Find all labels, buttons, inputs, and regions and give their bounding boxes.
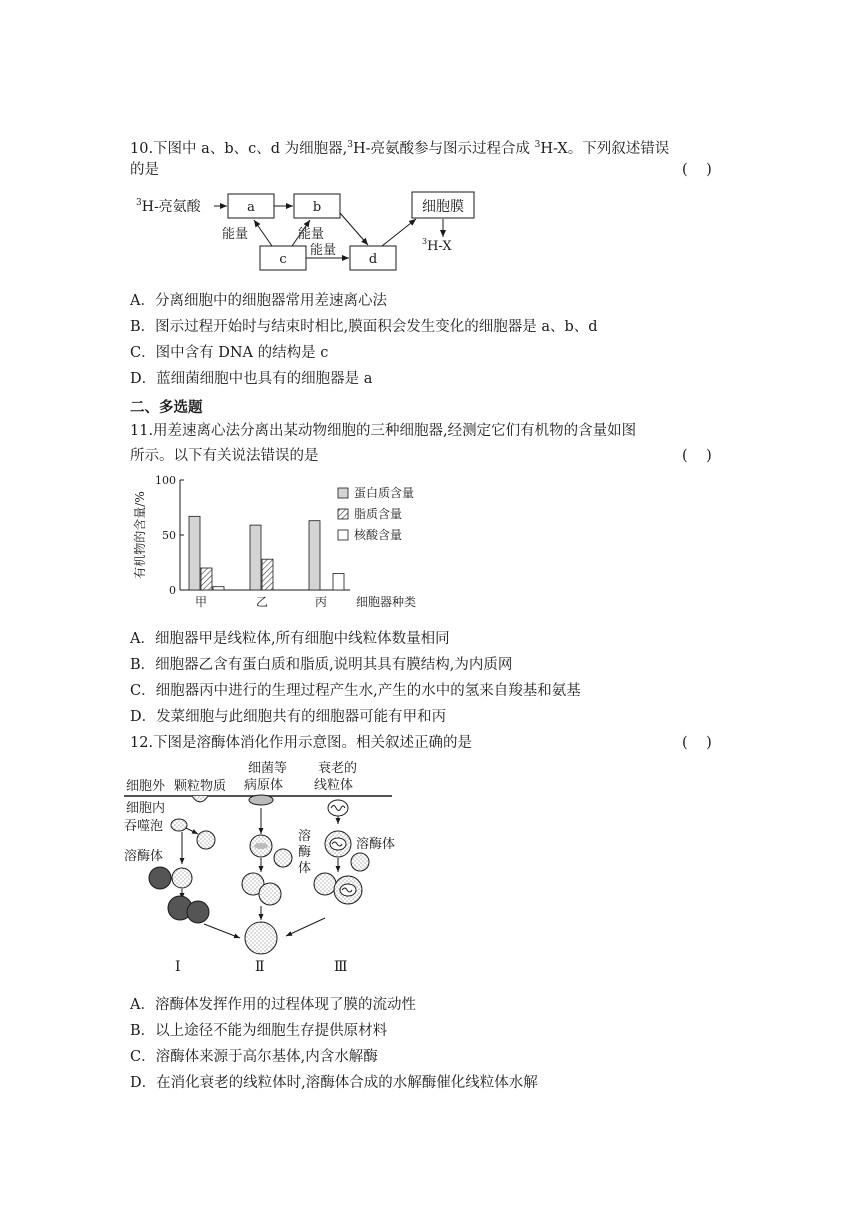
chart-y-tick-label: 0: [169, 584, 176, 597]
q11-stem-line1: 11.用差速离心法分离出某动物细胞的三种细胞器,经测定它们有机物的含量如图: [130, 423, 637, 439]
q12-label-III: Ⅲ: [334, 959, 348, 975]
q12-residual-body: [245, 922, 277, 954]
q12-lysosome-label-left: 溶酶体: [124, 849, 164, 864]
q12-fused-vesicle-I-b: [187, 901, 209, 923]
q12-option-d: D．在消化衰老的线粒体时,溶酶体合成的水解酶催化线粒体水解: [130, 1075, 538, 1091]
q12-phagosome: [171, 819, 187, 831]
chart-category-label: 乙: [255, 595, 269, 609]
q12-outside-label: 细胞外: [126, 779, 166, 794]
q10-product-label: $^3$H-X: [422, 237, 452, 254]
q12-answer-paren: ( ): [682, 735, 712, 751]
q10-option-d: D．蓝细菌细胞中也具有的细胞器是 a: [130, 371, 373, 387]
q11-option-b: B．细胞器乙含有蛋白质和脂质,说明其具有膜结构,为内质网: [130, 657, 513, 673]
q12-lysosome-vertical-3: 体: [298, 861, 312, 876]
q12-fused-III-a: [314, 873, 336, 895]
q12-stem: 12.下图是溶酶体消化作用示意图。相关叙述正确的是: [130, 735, 473, 751]
q10-label-b: b: [312, 200, 322, 215]
chart-legend-swatch: [338, 530, 348, 540]
q10-source-label: $^3$H-亮氨酸: [136, 198, 201, 215]
q10-stem-line2: 的是: [130, 162, 159, 178]
chart-bar-3-3: [333, 574, 344, 591]
q12-aged-label-2: 线粒体: [314, 778, 354, 793]
q12-lysosome-III: [351, 853, 369, 871]
chart-category-label: 甲: [194, 595, 208, 609]
q12-phago-label: 吞噬泡: [124, 819, 164, 834]
q12-diagram: [120, 758, 420, 978]
chart-legend-label: 蛋白质含量: [354, 486, 415, 500]
q12-lysosome-I: [197, 831, 215, 849]
chart-category-label: 丙: [314, 595, 328, 609]
chart-bar-2-2: [262, 559, 273, 590]
chart-bar-3-1: [309, 521, 320, 590]
q12-particle-shape: [192, 796, 208, 802]
chart-legend-swatch: [338, 509, 348, 519]
q12-particle-label: 颗粒物质: [174, 779, 227, 794]
chart-legend-label: 核酸含量: [354, 528, 403, 542]
q12-bacteria-label-2: 病原体: [244, 778, 284, 793]
q11-answer-paren: ( ): [682, 448, 712, 464]
chart-x-axis-label: 细胞器种类: [356, 595, 417, 609]
q12-option-b: B．以上途径不能为细胞生存提供原材料: [130, 1023, 388, 1039]
chart-bar-2-1: [250, 525, 261, 590]
chart-y-axis-label: 有机物的含量/%: [133, 491, 147, 579]
section-title: 二、多选题: [130, 400, 203, 416]
q12-option-c: C．溶酶体来源于高尔基体,内含水解酶: [130, 1049, 378, 1065]
q12-aged-label-1: 衰老的: [318, 761, 358, 776]
q10-answer-paren: ( ): [682, 162, 712, 178]
chart-bar-1-1: [189, 516, 200, 590]
q10-label-c: c: [279, 252, 287, 267]
q10-label-a: a: [247, 200, 255, 215]
q10-option-c: C．图中含有 DNA 的结构是 c: [130, 345, 329, 361]
q12-inside-label: 细胞内: [126, 801, 166, 816]
q12-lysosome-label-right: 溶酶体: [356, 837, 396, 852]
q12-lysosome-I-2: [172, 868, 192, 888]
q12-bacteria-label-1: 细菌等: [248, 761, 288, 776]
q11-option-a: A．细胞器甲是线粒体,所有细胞中线粒体数量相同: [130, 631, 450, 647]
q10-energy-label-2: 能量: [298, 227, 325, 242]
q12-label-II: Ⅱ: [255, 959, 265, 975]
q10-energy-label-1: 能量: [222, 227, 249, 242]
q12-option-a: A．溶酶体发挥作用的过程体现了膜的流动性: [130, 997, 416, 1013]
q10-option-b: B．图示过程开始时与结束时相比,膜面积会发生变化的细胞器是 a、b、d: [130, 319, 598, 335]
q10-label-membrane: 细胞膜: [422, 199, 464, 215]
q10-energy-label-3: 能量: [310, 243, 337, 258]
q12-lysosome-II: [274, 849, 292, 867]
chart-legend-swatch: [338, 488, 348, 498]
q11-option-c: C．细胞器丙中进行的生理过程产生水,产生的水中的氢来自羧基和氨基: [130, 683, 581, 699]
q10-stem-line1: 10.下图中 a、b、c、d 为细胞器,$^3$H-亮氨酸参与图示过程合成 $^3$H-X。下列叙述错误: [130, 140, 670, 157]
q11-option-d: D．发菜细胞与此细胞共有的细胞器可能有甲和丙: [130, 709, 447, 725]
q10-diagram: [130, 186, 490, 278]
q12-dark-vesicle: [149, 867, 171, 889]
chart-y-tick-label: 50: [162, 529, 176, 542]
chart-bar-1-3: [213, 587, 224, 590]
q10-label-d: d: [368, 252, 378, 267]
q11-stem-line2: 所示。以下有关说法错误的是: [130, 448, 319, 464]
chart-y-tick-label: 100: [155, 474, 176, 487]
q11-bar-chart: [128, 472, 438, 612]
q12-lysosome-vertical-2: 酶: [298, 845, 312, 860]
q12-bacterium: [249, 795, 273, 805]
q12-fused-II-b: [259, 883, 281, 905]
q12-lysosome-vertical-1: 溶: [298, 829, 312, 844]
chart-legend-label: 脂质含量: [354, 507, 403, 521]
chart-bar-1-2: [201, 568, 212, 590]
q10-option-a: A．分离细胞中的细胞器常用差速离心法: [130, 293, 387, 309]
q12-label-I: Ⅰ: [175, 959, 181, 975]
